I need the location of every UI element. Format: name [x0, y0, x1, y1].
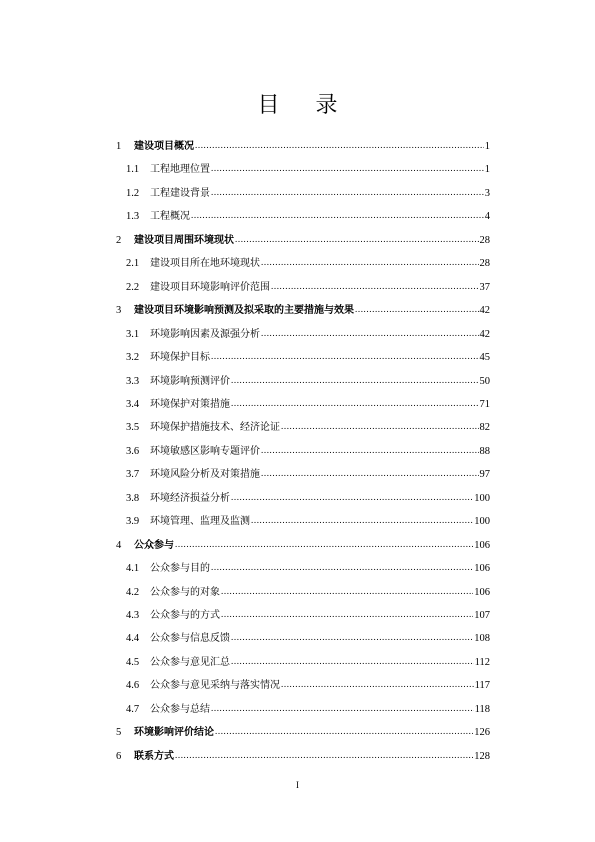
toc-entry-page: 37 — [479, 281, 490, 293]
toc-dot-leader — [251, 510, 473, 531]
toc-entry-page: 106 — [474, 563, 490, 575]
toc-entry-page: 112 — [474, 656, 490, 668]
toc-entry-title: 公众参与总结 — [150, 703, 210, 715]
toc-entry[interactable] — [126, 441, 490, 461]
toc-entry-title: 工程概况 — [150, 211, 190, 223]
toc-dot-leader — [235, 229, 479, 250]
toc-entry-title: 环境风险分析及对策措施 — [150, 469, 260, 481]
toc-entry-page: 1 — [484, 164, 490, 176]
toc-entry[interactable] — [126, 488, 490, 508]
toc-dot-leader — [231, 487, 473, 508]
toc-entry-page: 88 — [479, 445, 490, 457]
toc-entry-page: 126 — [474, 727, 490, 739]
toc-entry-title: 公众参与 — [134, 539, 174, 551]
toc-entry-title: 环境敏感区影响专题评价 — [150, 445, 260, 457]
toc-dot-leader — [271, 276, 479, 297]
toc-entry-title: 环境影响因素及源强分析 — [150, 328, 260, 340]
toc-entry-number: 3.3 — [126, 375, 140, 387]
toc-entry-number: 4 — [116, 539, 122, 551]
toc-dot-leader — [211, 557, 473, 578]
toc-entry-page: 128 — [474, 750, 490, 762]
toc-dot-leader — [191, 205, 484, 226]
toc-entry-page: 108 — [474, 633, 490, 645]
toc-dot-leader — [211, 182, 484, 203]
toc-entry-number: 4.5 — [126, 656, 140, 668]
toc-entry-title: 环境保护措施技术、经济论证 — [150, 422, 280, 434]
toc-entry-title: 工程建设背景 — [150, 187, 210, 199]
toc-entry-title: 环境管理、监理及监测 — [150, 516, 250, 528]
toc-entry-title: 建设项目周围环境现状 — [134, 234, 234, 246]
toc-entry[interactable] — [126, 675, 490, 695]
toc-entry[interactable] — [126, 394, 490, 414]
toc-entry[interactable] — [126, 324, 490, 344]
toc-entry-title: 公众参与信息反馈 — [150, 633, 230, 645]
toc-entry[interactable] — [116, 136, 490, 156]
toc-entry-page: 82 — [479, 422, 490, 434]
toc-dot-leader — [211, 346, 479, 367]
toc-entry-number: 3.9 — [126, 516, 140, 528]
toc-dot-leader — [261, 323, 479, 344]
toc-entry-number: 4.1 — [126, 563, 140, 575]
toc-entry-page: 117 — [474, 680, 490, 692]
toc-entry-title: 建设项目所在地环境现状 — [150, 258, 260, 270]
toc-entry-page: 100 — [474, 516, 490, 528]
toc-entry[interactable] — [126, 371, 490, 391]
toc-entry-page: 106 — [474, 586, 490, 598]
toc-dot-leader — [175, 745, 473, 766]
toc-entry-title: 公众参与目的 — [150, 563, 210, 575]
toc-dot-leader — [261, 440, 479, 461]
toc-entry-number: 3.6 — [126, 445, 140, 457]
toc-entry-number: 3.8 — [126, 492, 140, 504]
toc-dot-leader — [231, 393, 479, 414]
toc-dot-leader — [215, 721, 473, 742]
toc-entry[interactable] — [126, 628, 490, 648]
toc-dot-leader — [211, 698, 474, 719]
toc-entry-page: 28 — [479, 234, 490, 246]
toc-entry-title: 公众参与的方式 — [150, 610, 220, 621]
toc-entry-page: 118 — [474, 703, 490, 715]
toc-entry-number: 3.2 — [126, 352, 140, 364]
toc-dot-leader — [281, 416, 479, 437]
toc-entry-page: 1 — [484, 141, 490, 152]
toc-entry[interactable] — [126, 417, 490, 437]
toc-entry-number: 3.7 — [126, 469, 140, 481]
toc-entry-title: 建设项目环境影响评价范围 — [150, 281, 270, 293]
toc-entry[interactable] — [126, 699, 490, 719]
toc-entry-page: 28 — [479, 258, 490, 270]
toc-entry[interactable] — [126, 347, 490, 367]
toc-dot-leader — [355, 299, 479, 320]
toc-entry[interactable] — [126, 464, 490, 484]
toc-entry-title: 联系方式 — [134, 750, 174, 762]
toc-dot-leader — [175, 534, 473, 555]
toc-entry[interactable] — [126, 206, 490, 226]
toc-entry-title: 建设项目概况 — [134, 141, 194, 152]
toc-entry-page: 107 — [474, 610, 490, 621]
toc-entry-title: 环境经济损益分析 — [150, 492, 230, 504]
toc-dot-leader — [261, 463, 479, 484]
toc-dot-leader — [261, 252, 479, 273]
toc-entry-title: 环境保护目标 — [150, 352, 210, 364]
toc-entry-page: 42 — [479, 305, 490, 317]
page-number: I — [296, 780, 299, 790]
toc-entry[interactable] — [126, 511, 490, 531]
toc-entry[interactable] — [126, 277, 490, 297]
toc-entry[interactable] — [126, 159, 490, 179]
toc-entry-title: 公众参与意见汇总 — [150, 656, 230, 668]
title-char-1: 目 — [257, 93, 280, 118]
toc-entry-number: 3.1 — [126, 328, 140, 340]
toc-dot-leader — [221, 604, 473, 625]
toc-entry-number: 3 — [116, 305, 122, 317]
toc-entry[interactable] — [116, 300, 490, 320]
toc-entry[interactable] — [126, 183, 490, 203]
toc-entry-number: 4.7 — [126, 703, 140, 715]
toc-dot-leader — [231, 370, 479, 391]
toc-entry[interactable] — [126, 582, 490, 602]
toc-entry[interactable] — [116, 722, 490, 742]
toc-entry-title: 工程地理位置 — [150, 164, 210, 176]
toc-entry-title: 公众参与的对象 — [150, 586, 220, 598]
toc-dot-leader — [231, 651, 474, 672]
toc-entry[interactable] — [126, 652, 490, 672]
toc-entry[interactable] — [116, 746, 490, 766]
toc-entry-number: 5 — [116, 727, 122, 739]
toc-entry[interactable] — [116, 230, 490, 250]
toc-dot-leader — [231, 627, 473, 648]
toc-entry-title: 公众参与意见采纳与落实情况 — [150, 680, 280, 692]
toc-entry-number: 2.1 — [126, 258, 140, 270]
toc-entry-page: 3 — [484, 187, 490, 199]
toc-dot-leader — [221, 581, 473, 602]
toc-entry[interactable] — [116, 535, 490, 555]
toc-entry[interactable] — [126, 558, 490, 578]
toc-entry-title: 环境影响评价结论 — [134, 727, 214, 739]
toc-entry-page: 100 — [474, 492, 490, 504]
toc-entry-number: 4.2 — [126, 586, 140, 598]
toc-entry-number: 1.3 — [126, 211, 140, 223]
toc-entry-page: 4 — [484, 211, 490, 223]
toc-entry-page: 97 — [479, 469, 490, 481]
toc-entry-page: 42 — [479, 328, 490, 340]
toc-entry-number: 6 — [116, 750, 122, 762]
toc-entry-number: 4.3 — [126, 610, 140, 621]
toc-entry-title: 建设项目环境影响预测及拟采取的主要措施与效果 — [134, 305, 354, 317]
toc-entry-number: 1 — [116, 141, 122, 152]
toc-entry[interactable] — [126, 605, 490, 625]
toc-entry-page: 50 — [479, 375, 490, 387]
toc-dot-leader — [195, 135, 484, 156]
toc-entry-number: 1.1 — [126, 164, 140, 176]
toc-entry[interactable] — [126, 253, 490, 273]
toc-entry-title: 环境保护对策措施 — [150, 398, 230, 410]
toc-entry-number: 1.2 — [126, 187, 140, 199]
toc-entry-page: 71 — [479, 398, 490, 410]
toc-entry-page: 45 — [479, 352, 490, 364]
toc-entry-number: 3.5 — [126, 422, 140, 434]
toc-entry-page: 106 — [474, 539, 490, 551]
toc-entry-number: 4.6 — [126, 680, 140, 692]
toc-entry-number: 2 — [116, 234, 122, 246]
toc-dot-leader — [211, 158, 484, 179]
title-char-2: 录 — [315, 93, 338, 118]
toc-entry-number: 3.4 — [126, 398, 140, 410]
toc-entry-number: 4.4 — [126, 633, 140, 645]
toc-entry-title: 环境影响预测评价 — [150, 375, 230, 387]
page-title — [0, 88, 595, 119]
toc-dot-leader — [281, 674, 474, 695]
toc-entry-number: 2.2 — [126, 281, 140, 293]
